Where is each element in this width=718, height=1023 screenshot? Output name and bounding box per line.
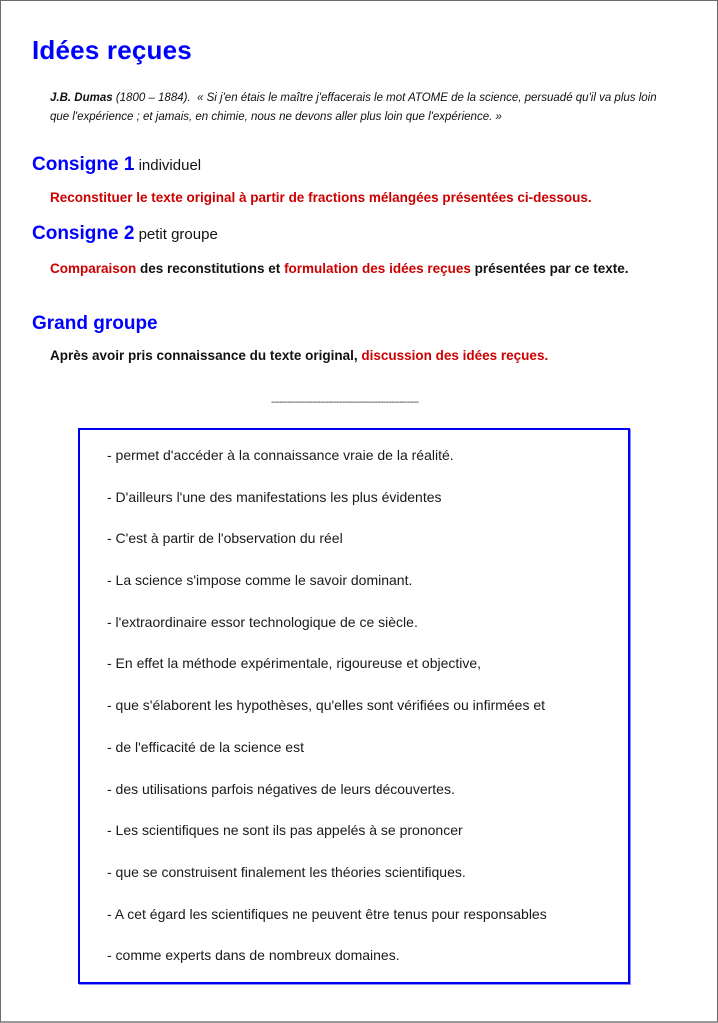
grand-groupe-heading: Grand groupe [32,313,158,334]
quote-author: J.B. Dumas [50,92,113,104]
consigne-1-subtitle: individuel [134,157,202,174]
consigne-1-heading [32,153,201,178]
fragment-item: - que s'élaborent les hypothèses, qu'elles sont vérifiées ou infirmées et [107,697,546,714]
consigne-2-text-1: des reconstitutions et [136,261,285,276]
quote-dates: (1800 – 1884). [112,92,191,104]
consigne-2-emphasis-formulation: formulation des idées reçues [284,261,471,276]
consigne-2-title: Consigne 2 [32,223,135,244]
fragment-item: - l'extraordinaire essor technologique de ce siècle. [107,613,418,630]
grand-groupe-instruction [50,345,660,367]
fragment-item: - A cet égard les scientifiques ne peuvent être tenus pour responsables [107,905,547,922]
fragments-list [107,443,547,985]
quote-text: « Si j'en étais le maître j'effacerais le mot ATOME de la science, persuadé qu'il va plus loin que l'expérience ; et jamais, en chimie, nous ne devons aller plus loin que l'expérience. » [50,92,660,123]
fragment-item: - des utilisations parfois négatives de leurs découvertes. [107,780,455,797]
consigne-2-instruction [50,258,660,280]
fragment-item: - de l'efficacité de la science est [107,738,304,755]
consigne-1-instruction: Reconstituer le texte original à partir de fractions mélangées présentées ci-dessous. [50,190,592,205]
consigne-2-subtitle: petit groupe [134,226,218,243]
consigne-2-heading [32,222,218,247]
page-title: Idées reçues [32,35,192,65]
fragment-item: - La science s'impose comme le savoir dominant. [107,572,413,589]
consigne-2-text-2: présentées par ce texte. [470,261,629,276]
fragment-item: - C'est à partir de l'observation du réel [107,530,343,547]
fragment-item: - En effet la méthode expérimentale, rigoureuse et objective, [107,655,482,672]
consigne-1-title: Consigne 1 [32,154,135,175]
fragment-item: - que se construisent finalement les théories scientifiques. [107,863,466,880]
grand-groupe-text: Après avoir pris connaissance du texte original, [50,348,362,363]
dumas-quote [50,89,670,127]
dashed-separator: ------------------------------------------------------ [271,397,419,408]
fragment-item: - Les scientifiques ne sont ils pas appelés à se prononcer [107,822,463,839]
fragment-item: - D'ailleurs l'une des manifestations les plus évidentes [107,488,442,505]
fragment-item: - comme experts dans de nombreux domaines. [107,947,400,964]
consigne-2-emphasis-comparaison: Comparaison [50,261,137,276]
text-fragments-box [78,428,630,984]
grand-groupe-emphasis: discussion des idées reçues. [361,348,549,363]
fragment-item: - permet d'accéder à la connaissance vraie de la réalité. [107,447,454,463]
